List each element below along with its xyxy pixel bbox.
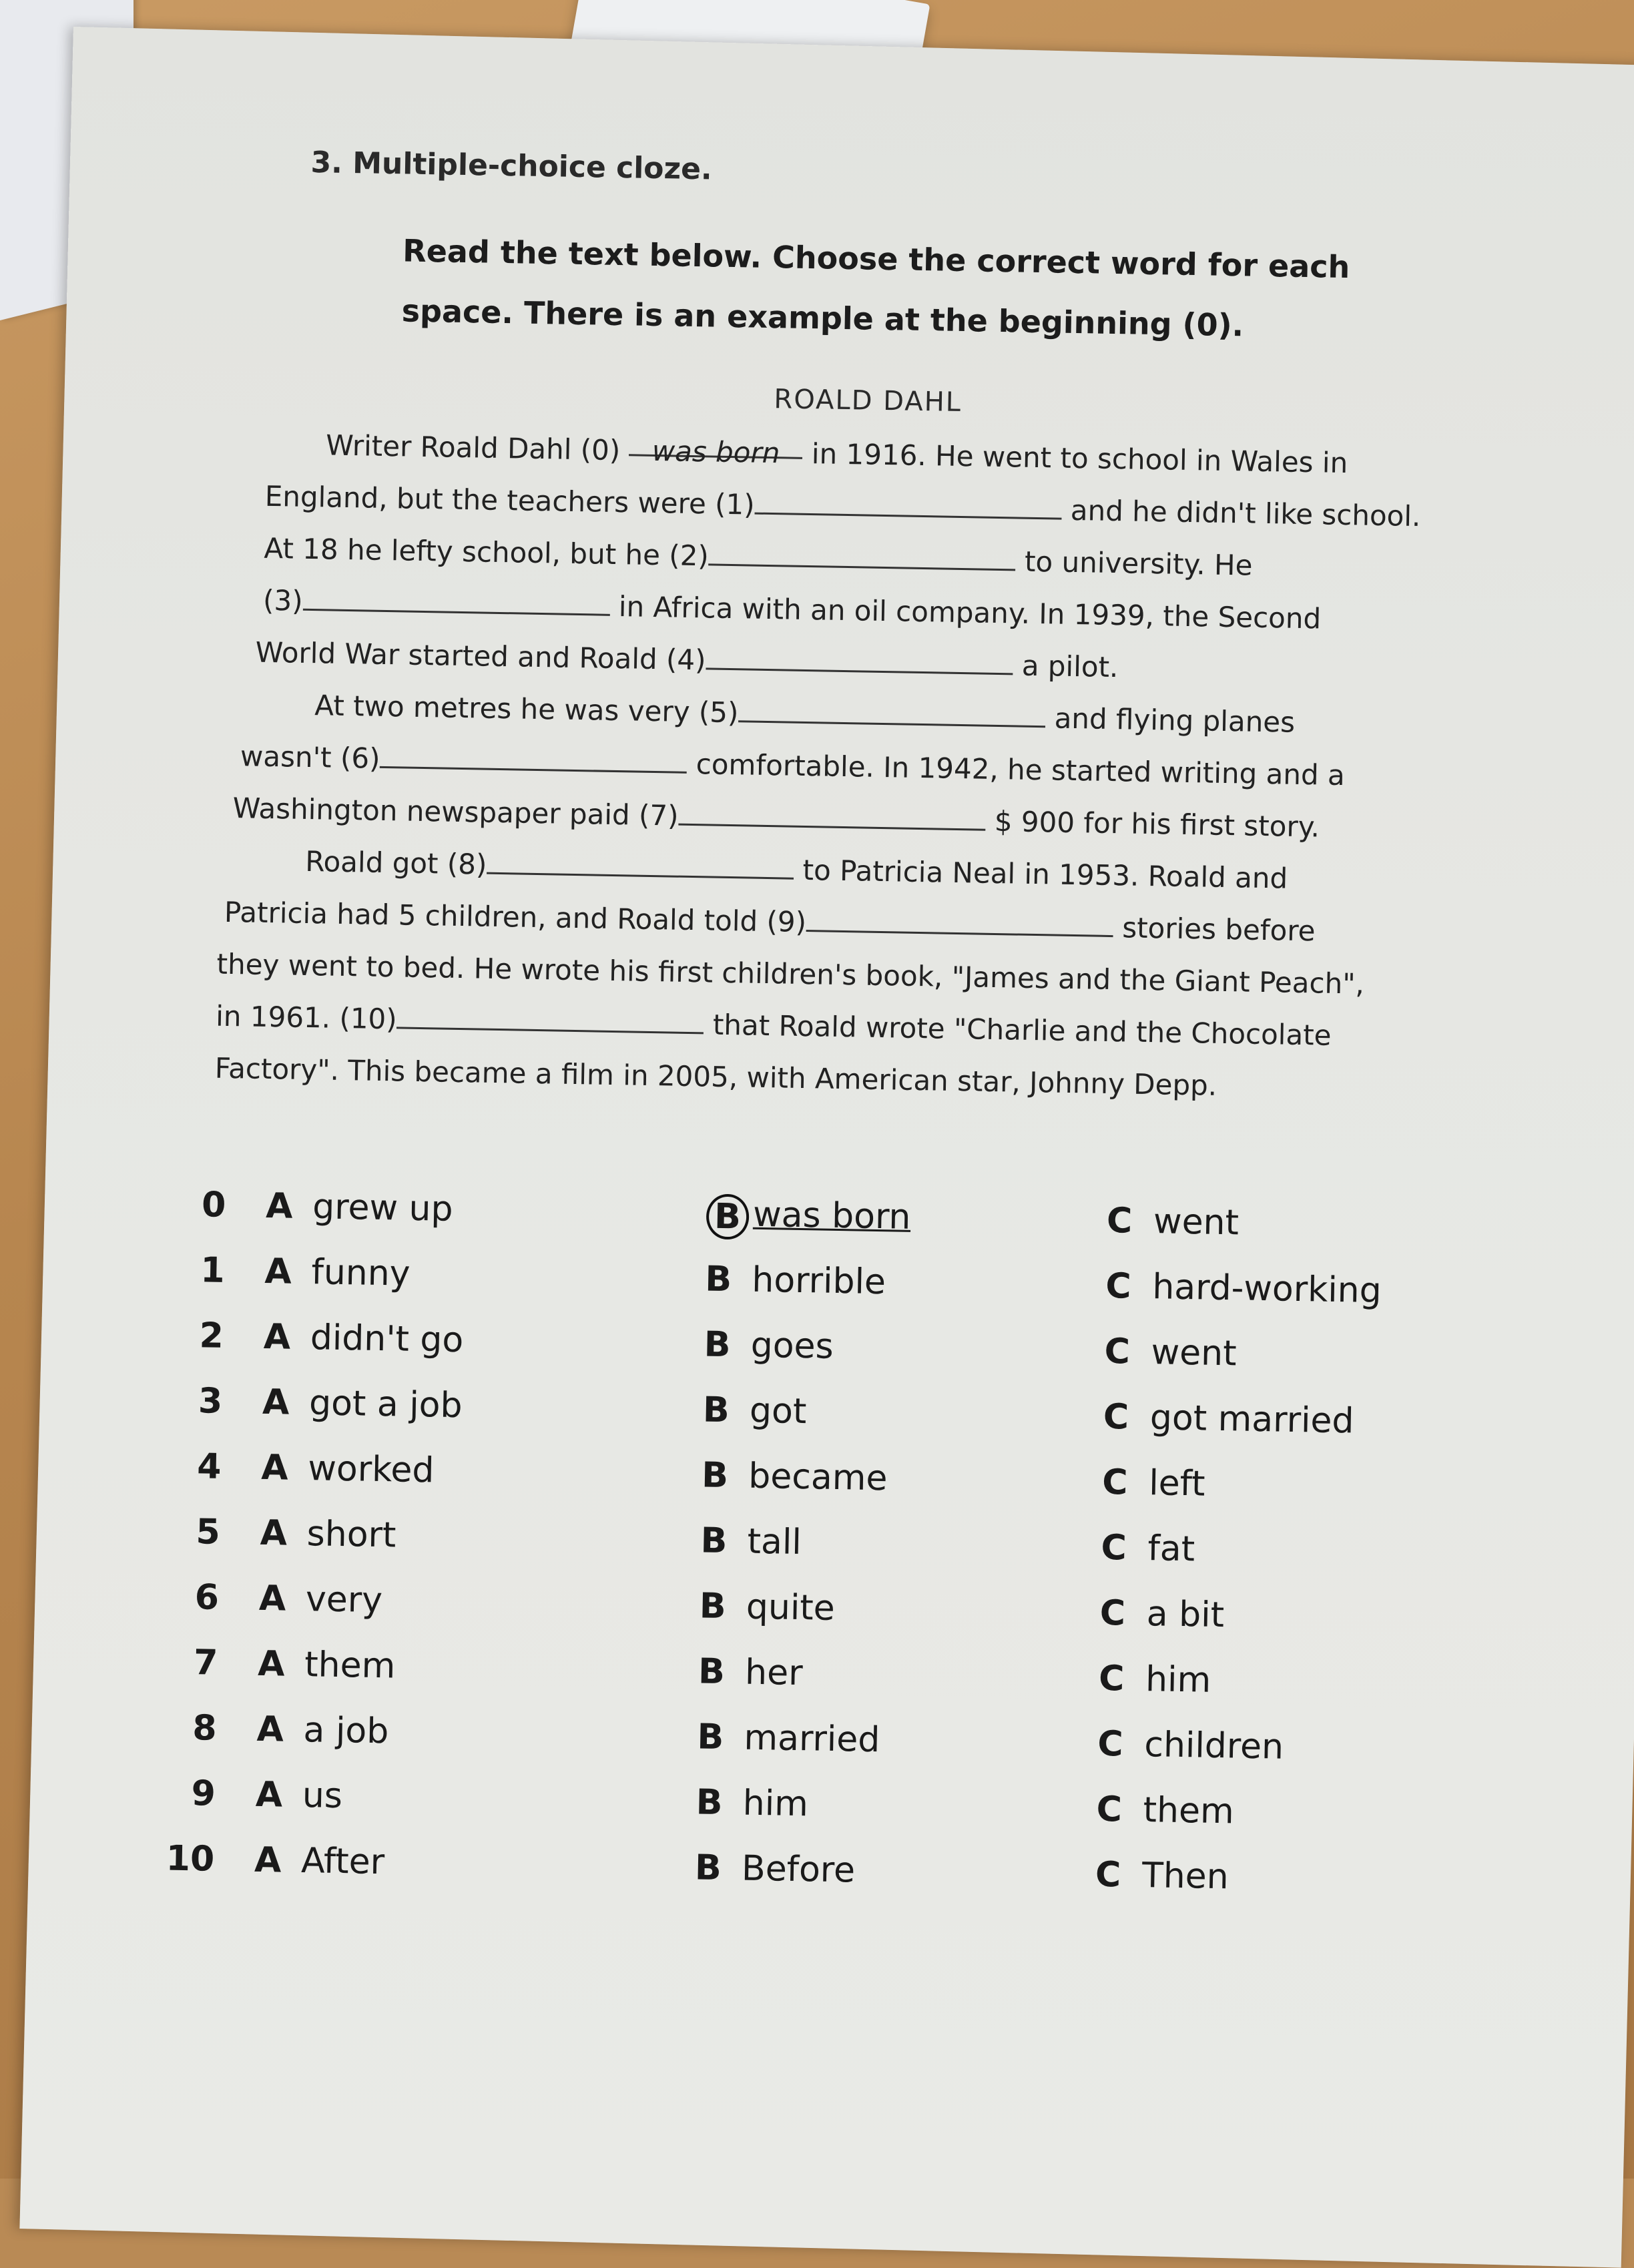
answer-gap-6[interactable] xyxy=(380,737,688,774)
option-a-letter: A xyxy=(265,1185,294,1227)
passage-text-segment: At 18 he lefty school, but he (2) xyxy=(264,531,710,573)
option-b-letter: B xyxy=(704,1259,732,1300)
option-a-letter: A xyxy=(264,1251,292,1292)
option-a-text[interactable]: us xyxy=(302,1775,343,1817)
option-a-letter: A xyxy=(256,1709,284,1750)
option-a-text[interactable]: a job xyxy=(303,1710,389,1752)
passage-text-segment: $ 900 for his first story. xyxy=(994,804,1320,844)
answer-gap-10[interactable] xyxy=(396,997,704,1034)
example-gap: was born xyxy=(629,424,803,459)
passage-text-segment: in 1961. (10) xyxy=(215,999,398,1036)
option-a-letter: A xyxy=(260,1512,288,1554)
option-a-text[interactable]: grew up xyxy=(312,1187,454,1229)
passage-text-segment: comfortable. In 1942, he started writing and a xyxy=(696,748,1346,792)
option-c-text[interactable]: left xyxy=(1148,1463,1205,1504)
answer-gap-3[interactable] xyxy=(302,579,610,616)
option-a-text[interactable]: got a job xyxy=(308,1383,463,1426)
question-number: 7 xyxy=(193,1643,218,1683)
instructions xyxy=(401,220,1404,358)
passage-text-segment: to Patricia Neal in 1953. Roald and xyxy=(802,853,1288,895)
passage-line: Factory". This became a film in 2005, with American star, Johnny Depp. xyxy=(214,1051,1217,1102)
passage-text-segment: that Roald wrote "Charlie and the Chocolate xyxy=(712,1008,1332,1052)
option-c-text[interactable]: children xyxy=(1143,1725,1284,1767)
instruction-line-1: Read the text below. Choose the correct word for each xyxy=(402,232,1350,286)
options-list xyxy=(160,1185,1474,1927)
option-b-letter: B xyxy=(701,1455,729,1496)
option-c-letter: C xyxy=(1098,1658,1125,1699)
option-c-letter: C xyxy=(1099,1593,1126,1634)
question-number: 5 xyxy=(196,1512,221,1552)
passage-text-segment: a pilot. xyxy=(1021,649,1119,684)
option-b-text[interactable]: tall xyxy=(747,1521,802,1563)
option-a-letter: A xyxy=(262,1382,290,1423)
answer-gap-7[interactable] xyxy=(678,794,986,831)
passage-text-segment: Roald got (8) xyxy=(304,844,487,881)
instruction-line-2: space. There is an example at the beginning (0). xyxy=(401,292,1244,344)
option-a-letter: A xyxy=(263,1316,291,1358)
option-c-letter: C xyxy=(1101,1527,1127,1569)
question-number: 3 xyxy=(198,1381,223,1422)
option-c-letter: C xyxy=(1101,1462,1128,1503)
option-c-letter: C xyxy=(1106,1200,1133,1241)
passage-text-segment: England, but the teachers were (1) xyxy=(264,479,756,521)
option-a-letter: A xyxy=(255,1774,283,1815)
option-c-letter: C xyxy=(1097,1723,1124,1765)
passage-text xyxy=(214,418,1527,1117)
passage-text-segment: stories before xyxy=(1121,911,1316,948)
option-c-letter: C xyxy=(1105,1265,1132,1307)
option-b-letter: B xyxy=(696,1782,723,1823)
option-c-text[interactable]: fat xyxy=(1147,1528,1195,1570)
option-b-text[interactable]: him xyxy=(742,1783,809,1825)
option-b-letter: B xyxy=(704,1324,731,1366)
worksheet-content xyxy=(166,117,1533,1898)
option-a-text[interactable]: didn't go xyxy=(310,1318,464,1361)
option-b-text[interactable]: goes xyxy=(750,1325,834,1367)
exercise-heading: 3. Multiple-choice cloze. xyxy=(310,145,713,187)
passage-line: they went to bed. He wrote his first children's book, "James and the Giant Peach", xyxy=(216,947,1365,1001)
option-a-letter: A xyxy=(254,1839,282,1881)
option-c-text[interactable]: got married xyxy=(1149,1398,1354,1442)
answer-gap-2[interactable] xyxy=(709,534,1017,571)
option-a-text[interactable]: worked xyxy=(307,1448,435,1491)
passage-text-segment: Writer Roald Dahl (0) xyxy=(325,429,630,467)
option-b-text[interactable]: quite xyxy=(746,1587,836,1629)
option-b-letter-circled: B xyxy=(706,1193,750,1239)
passage-text-segment: in Africa with an oil company. In 1939, the Second xyxy=(618,590,1322,635)
option-a-letter: A xyxy=(258,1578,286,1619)
question-number: 9 xyxy=(191,1773,216,1814)
answer-gap-4[interactable] xyxy=(706,638,1013,675)
option-b-letter: B xyxy=(694,1848,722,1889)
option-b-letter: B xyxy=(698,1651,726,1693)
option-c-letter: C xyxy=(1095,1854,1121,1896)
option-c-letter: C xyxy=(1104,1331,1131,1372)
option-b-text[interactable]: horrible xyxy=(751,1259,886,1303)
option-c-text[interactable]: Then xyxy=(1141,1856,1230,1898)
question-number: 4 xyxy=(196,1446,222,1487)
question-number: 8 xyxy=(192,1708,218,1749)
passage-text-segment: At two metres he was very (5) xyxy=(314,689,739,730)
option-b-letter: B xyxy=(699,1586,727,1627)
option-c-text[interactable]: went xyxy=(1151,1332,1238,1374)
answer-gap-8[interactable] xyxy=(487,843,794,880)
option-a-text[interactable]: short xyxy=(306,1514,396,1556)
option-a-letter: A xyxy=(257,1643,286,1685)
question-number: 10 xyxy=(166,1838,215,1880)
question-number: 2 xyxy=(199,1316,224,1356)
option-a-text[interactable]: very xyxy=(305,1579,383,1621)
option-b-text[interactable]: married xyxy=(743,1717,880,1761)
option-b-text-selected[interactable]: was born xyxy=(752,1194,911,1237)
option-b-letter: B xyxy=(700,1520,728,1562)
question-number: 1 xyxy=(200,1250,226,1291)
answer-gap-1[interactable] xyxy=(754,483,1062,520)
question-number: 6 xyxy=(194,1577,220,1618)
passage-text-segment: wasn't (6) xyxy=(240,740,380,775)
option-a-text[interactable]: them xyxy=(304,1645,396,1687)
passage-text-segment: and flying planes xyxy=(1054,701,1296,739)
passage-text-segment: World War started and Roald (4) xyxy=(255,635,706,677)
option-c-letter: C xyxy=(1103,1396,1129,1438)
option-c-text[interactable]: hard-working xyxy=(1151,1267,1382,1312)
option-b-text[interactable]: got xyxy=(749,1390,807,1432)
passage-text-segment: (3) xyxy=(262,583,304,617)
option-c-text[interactable]: went xyxy=(1153,1201,1240,1243)
option-c-letter: C xyxy=(1096,1789,1123,1830)
passage-text-segment: in 1916. He went to school in Wales in xyxy=(802,437,1348,480)
option-a-text[interactable]: funny xyxy=(311,1252,411,1294)
option-b-letter: B xyxy=(702,1390,730,1431)
passage-text-segment: and he didn't like school. xyxy=(1070,493,1421,533)
option-a-text[interactable]: After xyxy=(300,1841,385,1883)
option-c-text[interactable]: a bit xyxy=(1146,1594,1225,1636)
option-b-letter: B xyxy=(696,1717,724,1758)
passage-text-segment: Patricia had 5 children, and Roald told (9) xyxy=(224,895,807,939)
option-c-text[interactable]: him xyxy=(1145,1659,1211,1701)
option-c-text[interactable]: them xyxy=(1143,1790,1235,1832)
option-b-text[interactable]: Before xyxy=(741,1848,856,1891)
passage-title: ROALD DAHL xyxy=(774,384,963,418)
passage-text-segment: Washington newspaper paid (7) xyxy=(232,792,679,832)
option-b-text[interactable]: became xyxy=(748,1456,888,1499)
option-a-letter: A xyxy=(260,1447,289,1488)
worksheet-paper xyxy=(19,27,1634,2268)
answer-gap-9[interactable] xyxy=(806,900,1114,937)
question-number: 0 xyxy=(201,1185,226,1225)
passage-text-segment: to university. He xyxy=(1024,545,1253,582)
answer-gap-5[interactable] xyxy=(738,691,1046,728)
option-b-text[interactable]: her xyxy=(744,1652,804,1694)
